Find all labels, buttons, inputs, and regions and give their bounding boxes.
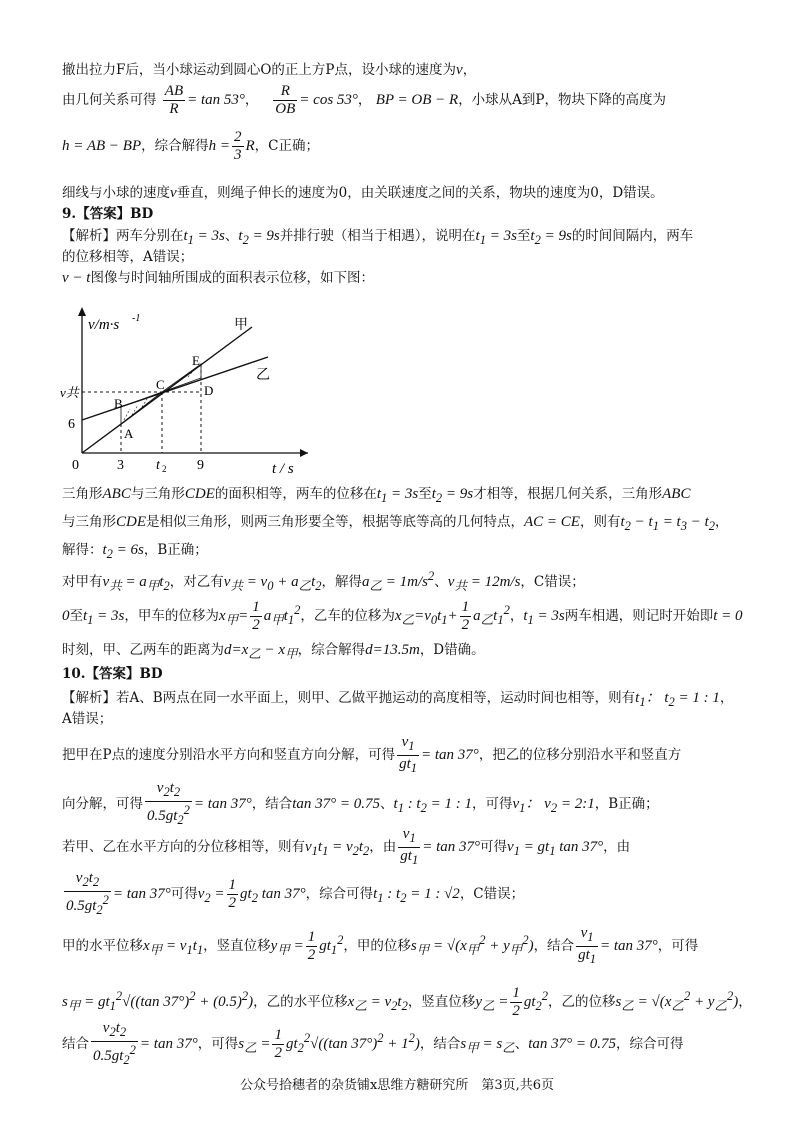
point-label-a: A [124,426,134,441]
text-q10-line-8: $s_甲 = gt_1^2√((\tan$ $37^\circ)^2 + (0.5)^2$)，乙的水平位移$x_乙 = v_2t_2$，竖直位移$y_乙$ = $\frac{1}{2}$ $gt_2^2$，乙的位移$s_乙 = √(x_乙^2 + y_乙^2)$， [62,985,752,1019]
tick-origin: 0 [72,458,79,473]
math-fraction: $\frac{v_1}{gt_1}$ [399,734,418,775]
text-q9-line-9: 时刻，甲、乙两车的距离为$d=x_乙 - x_甲$，综合解得d=13.5m，D错确。 [62,642,485,661]
series-label-yi: 乙 [256,368,270,383]
text-q10-line-1: 【解析】若A、B两点在同一水平面上，则甲、乙做平抛运动的高度相等，运动时间也相等，则有$t_1$： $t_2 = 1$ : 1， [62,690,734,709]
triangle-cde [162,364,201,392]
text-q10-line-7: 甲的水平位移$x_甲 = v_1t_1$，竖直位移$y_甲$ = $\frac{1}{2}$ $gt_1^2$，甲的位移$s_甲 = √(x_甲^2 + y_甲^2)$，结合 $\frac{v_1}{gt_1}$ = tan 37°，可得 [62,925,699,966]
tick-v-gong: v共 [60,385,79,400]
text-line-4: 细线与小球的速度v垂直，则绳子伸长的速度为0，由关联速度之间的关系，物块的速度为0，D错误。 [62,185,664,201]
text-q9-line-1: 【解析】两车分别在$t_1 = 3s$、$t_2 = 9s$并排行驶（相当于相遇），说明在$t_1 = 3s$至$t_2 = 9s$的时间间隔内，两车 [62,228,694,247]
tick-y-6: 6 [68,417,75,432]
series-label-jia: 甲 [234,318,248,333]
math-fraction: $\frac{1}{2}$ [307,929,316,963]
text-q9-line-2: 的位移相等，A错误； [62,249,194,265]
y-axis-label-sup: -1 [132,313,141,324]
math-fraction: $\frac{v_1}{gt_1}$ [578,925,596,966]
math-fraction: $\frac{v_2t_2}{0.5gt_2^2}$ [93,1020,136,1067]
x-axis-arrow [300,449,308,457]
text-q9-line-8: 0至$t_1 = 3s$，甲车的位移为$x_甲=$ $\frac{1}{2}$ $a_甲t_1^2$，乙车的位移为$x_乙=v_0t_1+$ $\frac{1}{2}$ $a_乙t_1^2$，$t_1 = 3s$两车相遇，则记时开始即t = 0 [62,599,743,633]
text-q9-line-6: 解得：$t_2 = 6s$，B正确； [62,542,208,561]
answer-heading-10: 10.【答案】BD [62,666,163,682]
tick-x-t2: t [156,458,160,473]
text-line-3: h = AB − BP，综合解得h = $\frac{2}{3}$ R，C正确； [62,129,320,163]
text-q9-line-3: v − t图像与时间轴所围成的面积表示位移，如下图： [62,270,374,286]
text-q9-line-4: 三角形ABC与三角形CDE的面积相等，两车的位移在$t_1 = 3s$至$t_2 = 9s$才相等，根据几何关系，三角形ABC [62,486,691,505]
text-q10-line-4: 向分解，可得 $\frac{v_2t_2}{0.5gt_2^2}$ = tan 37°，结合tan 37° = 0.75、$t_1$ : $t_2 = 1$ : 1，可得$v_1$： $v_2$ = 2:1，B正确； [62,780,659,827]
text-line-2: 由几何关系可得 $\frac{AB}{R}$ = tan 53°， $\frac{R}{OB}$ = cos 53°， BP = OB − R，小球从A到P，物块下降的高度为 [62,83,667,117]
y-axis-arrow [78,307,86,316]
point-label-d: D [204,383,214,398]
triangle-abc [121,392,162,424]
page-footer: 公众号拾穗者的杂货铺x思维方糖研究所 第3页,共6页 [239,1078,554,1093]
math-fraction: $\frac{2}{3}$ [234,129,242,163]
math-fraction: $\frac{v_2t_2}{0.5gt_2^2}$ [147,780,190,827]
line-yi [82,357,268,420]
tick-x-t2-sub: 2 [162,464,167,474]
text-q10-line-9: 结合 $\frac{v_2t_2}{0.5gt_2^2}$ = tan 37°，可得$s_乙$ = $\frac{1}{2}$ $gt_2^2√((\tan$ $37^\circ)^2 + 1^2$)，结合$s_甲 = s_乙$、tan 37° = 0.75，综合可得 [62,1020,684,1067]
math-fraction: $\frac{1}{2}$ [252,599,260,633]
point-label-e: E [192,353,200,368]
point-label-b: B [114,396,123,411]
text-q10-line-2: A错误； [62,711,113,727]
y-axis-label: v/m·s [88,317,120,333]
point-label-c: C [156,377,165,392]
math-fraction: $\frac{1}{2}$ [461,599,470,633]
math-fraction: $\frac{AB}{R}$ [164,83,184,117]
math-fraction: $\frac{v_2t_2}{0.5gt_2^2}$ [66,870,109,917]
math-fraction: $\frac{1}{2}$ [512,985,520,1019]
math-v: v [456,62,463,78]
math-expr: BP = OB − R [375,92,459,108]
math-fraction: $\frac{1}{2}$ [228,877,237,911]
vt-graph [58,295,318,475]
text-line-1: 撤出拉力F后，当小球运动到圆心O的正上方P点，设小球的速度为v， [62,62,477,78]
text-q9-line-7: 对甲有$v_共 = a_甲t_2$，对乙有$v_共 = v_0 + a_乙t_2$，解得$a_乙 = 1m/s^2$、$v_共 = 12m/s$，C错误； [62,569,585,593]
tick-x-9: 9 [197,458,204,473]
math-fraction: $\frac{1}{2}$ [274,1027,282,1061]
math-expr: h = AB − BP [62,138,142,154]
text-q10-line-5: 若甲、乙在水平方向的分位移相等，则有$v_1t_1 = v_2t_2$，由 $\frac{v_1}{gt_1}$ = tan 37°可得$v_1 = gt_1$ tan 37°，由 [62,826,631,867]
text-q10-line-6: $\frac{v_2t_2}{0.5gt_2^2}$ = tan 37°可得$v_2$ = $\frac{1}{2}$ $gt_2$ tan 37°，综合可得$t_1$ : $t_2 = 1$ : √2，C错误； [66,870,525,917]
text-q10-line-3: 把甲在P点的速度分别沿水平方向和竖直方向分解，可得 $\frac{v_1}{gt_1}$ = tan 37°，把乙的位移分别沿水平和竖直方 [62,734,682,775]
math-fraction: $\frac{R}{OB}$ [275,83,296,117]
x-axis-label: t / s [272,461,294,475]
math-fraction: $\frac{v_1}{gt_1}$ [400,826,419,867]
tick-x-3: 3 [117,458,124,473]
answer-heading-9: 9.【答案】BD [62,206,154,222]
text-q9-line-5: 与三角形CDE是相似三角形，则两三角形要全等，根据等底等高的几何特点，AC = CE，则有$t_2 - t_1 = t_3 - t_2$， [62,514,729,533]
